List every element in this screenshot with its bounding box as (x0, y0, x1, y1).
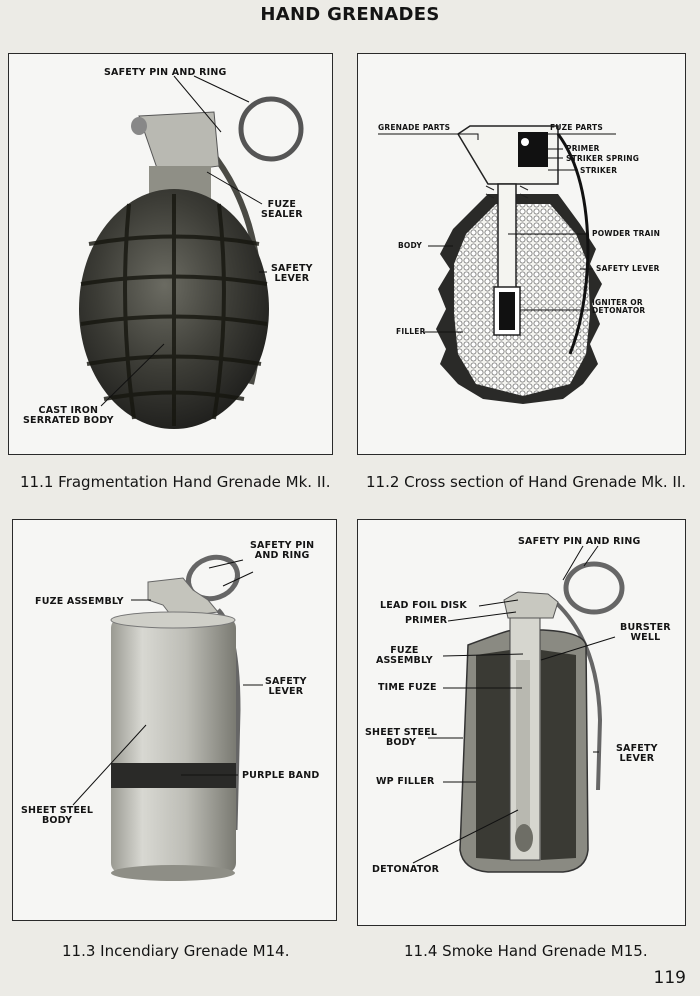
label-safety-lever: SAFETY LEVER (596, 264, 660, 273)
label-safety-pin-and-ring: SAFETY PIN AND RING (104, 67, 227, 78)
figure-11-3-caption: 11.3 Incendiary Grenade M14. (62, 942, 290, 960)
label-sheet-steel-body: SHEET STEEL BODY (21, 805, 94, 826)
figure-11-3-panel (12, 519, 337, 921)
label-time-fuze: TIME FUZE (378, 682, 437, 693)
label-lead-foil-disk: LEAD FOIL DISK (380, 600, 467, 611)
page-title: HAND GRENADES (260, 4, 440, 25)
label-safety-pin-and-ring: SAFETY PIN AND RING (250, 540, 315, 561)
label-purple-band: PURPLE BAND (242, 770, 320, 781)
label-striker-spring: STRIKER SPRING (566, 154, 640, 163)
label-grenade-parts: GRENADE PARTS (378, 123, 451, 132)
label-safety-lever: SAFETY LEVER (265, 676, 307, 697)
figure-11-2-panel (357, 53, 686, 455)
label-safety-lever: SAFETY LEVER (616, 743, 658, 764)
fragmentation-grenade-photo (9, 54, 332, 454)
figure-11-4-caption: 11.4 Smoke Hand Grenade M15. (404, 942, 648, 960)
label-burster-well: BURSTER WELL (620, 622, 671, 643)
label-safety-pin-and-ring: SAFETY PIN AND RING (518, 536, 641, 547)
incendiary-grenade-photo (13, 520, 336, 920)
figure-11-2-caption: 11.2 Cross section of Hand Grenade Mk. II. (366, 473, 687, 491)
label-fuze-assembly: FUZE ASSEMBLY (35, 596, 124, 607)
label-sheet-steel-body: SHEET STEEL BODY (365, 727, 438, 748)
figure-11-1-panel (8, 53, 333, 455)
label-fuze-parts: FUZE PARTS (550, 123, 603, 132)
label-fuze-assembly: FUZE ASSEMBLY (376, 645, 433, 666)
label-cast-iron-serrated-body: CAST IRON SERRATED BODY (23, 405, 114, 426)
label-striker: STRIKER (580, 166, 618, 175)
label-body: BODY (398, 241, 423, 250)
label-igniter-or-detonator: IGNITER OR DETONATOR (592, 298, 646, 315)
label-primer: PRIMER (405, 615, 448, 626)
label-filler: FILLER (396, 327, 426, 336)
label-fuze-sealer: FUZE SEALER (261, 199, 303, 220)
label-powder-train: POWDER TRAIN (592, 229, 661, 238)
label-detonator: DETONATOR (372, 864, 440, 875)
page-number: 119 (653, 968, 686, 988)
label-safety-lever: SAFETY LEVER (271, 263, 313, 284)
label-primer: PRIMER (566, 144, 600, 153)
figure-11-4-panel (357, 519, 686, 926)
figure-11-1-caption: 11.1 Fragmentation Hand Grenade Mk. II. (20, 473, 331, 491)
label-wp-filler: WP FILLER (376, 776, 435, 787)
grenade-cross-section-diagram (358, 54, 685, 454)
